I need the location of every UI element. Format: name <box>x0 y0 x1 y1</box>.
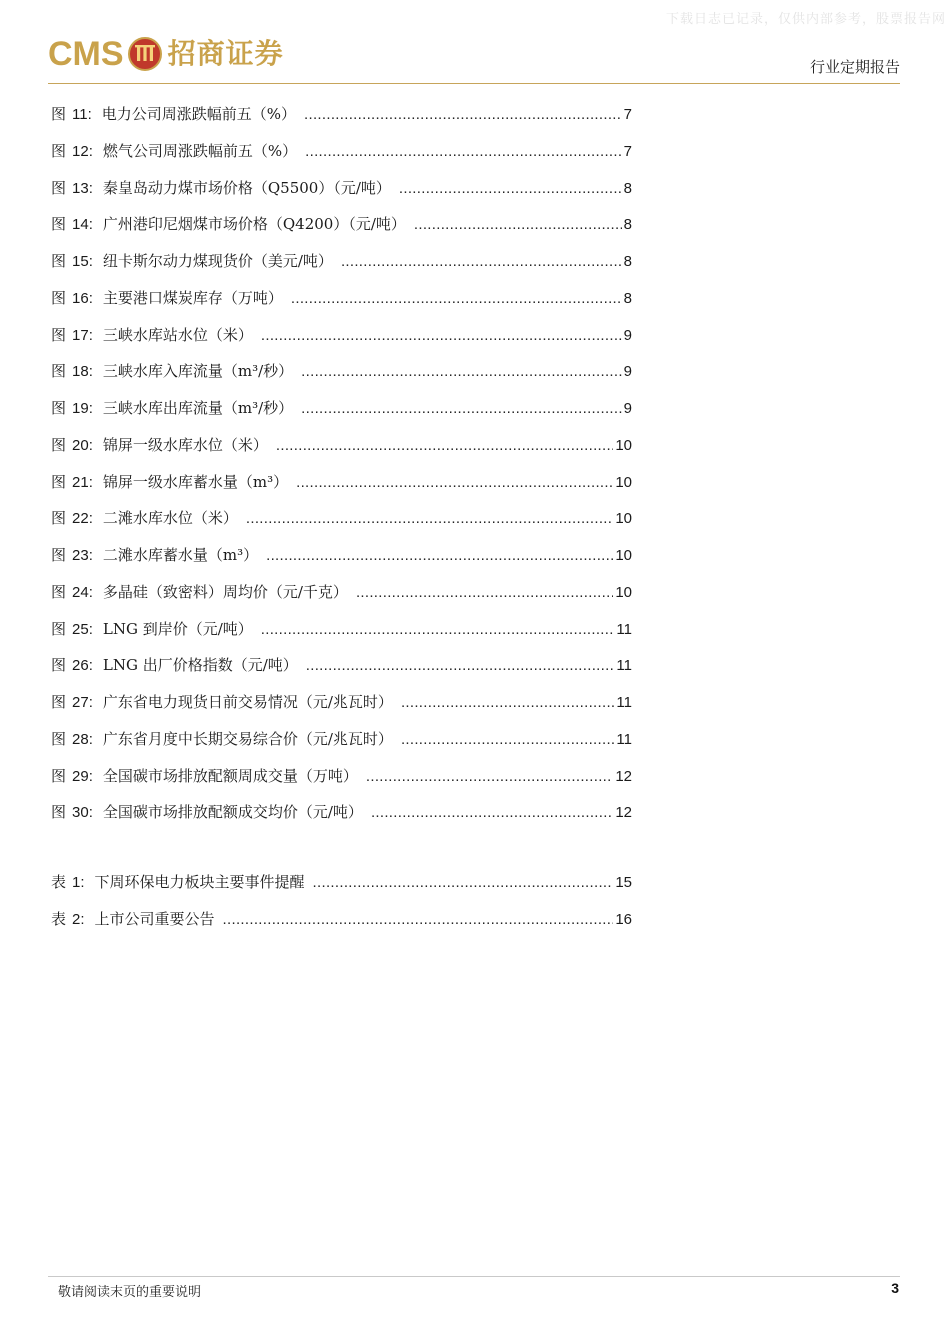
figure-entry-number: 29: <box>72 767 93 785</box>
dot-leader <box>313 874 614 891</box>
figure-entry-label <box>51 177 93 198</box>
figure-entry[interactable] <box>51 581 632 618</box>
dot-leader <box>371 804 613 821</box>
figure-entry[interactable] <box>51 397 632 434</box>
figure-entry[interactable] <box>51 287 632 324</box>
figure-entry-label-word: 图 <box>51 582 67 601</box>
figure-entry-label-word: 图 <box>51 693 67 711</box>
dot-leader <box>401 694 614 711</box>
figure-entry-title[interactable]: 三峡水库站水位（米） <box>102 325 253 344</box>
dot-leader <box>414 216 622 233</box>
figure-entry-label <box>51 434 93 455</box>
table-entry[interactable] <box>51 871 632 908</box>
table-entry-label <box>51 871 85 892</box>
dot-leader <box>305 143 622 160</box>
figure-entry-number: 30: <box>72 804 93 822</box>
figure-entry-title[interactable]: 三峡水库入库流量（m³/秒） <box>102 362 294 381</box>
figure-entry-number: 15: <box>72 253 93 270</box>
figure-entry-page[interactable]: 9 <box>623 363 632 381</box>
figure-entry-label-word: 图 <box>51 546 67 564</box>
figure-entry-title[interactable]: 纽卡斯尔动力煤现货价（美元/吨） <box>102 252 333 270</box>
figure-entry-title[interactable]: LNG 出厂价格指数（元/吨） <box>102 656 298 675</box>
dot-leader <box>276 437 613 454</box>
figure-entry[interactable] <box>51 765 632 802</box>
figure-entry-page[interactable]: 10 <box>615 473 632 491</box>
figure-entry-label <box>51 728 93 749</box>
figure-entry-page[interactable]: 10 <box>615 436 632 454</box>
figure-entry-number: 25: <box>72 620 93 638</box>
figure-entry-label-word: 图 <box>51 766 67 785</box>
figure-entry-page[interactable]: 11 <box>616 694 632 711</box>
table-entry-label-word: 表 <box>51 873 67 891</box>
table-entry-page[interactable]: 16 <box>615 910 632 928</box>
dot-leader <box>306 657 615 674</box>
figure-entry-label-word: 图 <box>51 141 67 160</box>
dot-leader <box>261 327 622 344</box>
report-type: 行业定期报告 <box>809 58 900 76</box>
figure-entry-label <box>51 544 93 565</box>
figure-entry-title[interactable]: 三峡水库出库流量（m³/秒） <box>102 399 294 417</box>
figure-entry[interactable] <box>51 691 632 728</box>
figure-entry[interactable] <box>51 654 632 691</box>
figure-entry-page[interactable]: 11 <box>616 620 632 638</box>
table-entry-title[interactable]: 上市公司重要公告 <box>94 909 215 928</box>
figure-entry-label-word: 图 <box>51 288 67 307</box>
figure-entry[interactable] <box>51 471 632 508</box>
figure-entry-label-word: 图 <box>51 472 67 491</box>
table-entry[interactable] <box>51 908 632 945</box>
figure-entry-number: 24: <box>72 583 93 601</box>
figure-entry-page[interactable]: 10 <box>615 547 632 564</box>
logo-cms-text: CMS <box>48 35 124 73</box>
dot-leader <box>399 180 622 197</box>
table-entry-label <box>51 908 85 929</box>
table-entry-label-word: 表 <box>51 909 67 928</box>
dot-leader <box>401 731 614 748</box>
figure-entry-label <box>51 618 93 639</box>
figure-entry-label-word: 图 <box>51 435 67 454</box>
figure-entry-page[interactable]: 8 <box>623 289 632 307</box>
dot-leader <box>261 621 615 638</box>
figure-entry-number: 22: <box>72 510 93 528</box>
figure-entry-page[interactable]: 11 <box>616 730 632 748</box>
figure-entry-page[interactable]: 12 <box>615 767 632 785</box>
figure-entry-number: 17: <box>72 326 93 344</box>
figure-entry-page[interactable]: 10 <box>615 510 632 528</box>
table-entry-number: 1: <box>72 874 85 891</box>
figure-entry-label <box>51 360 93 381</box>
figure-entry-title[interactable]: 广东省电力现货日前交易情况（元/兆瓦时） <box>102 693 393 711</box>
dot-leader <box>301 363 621 380</box>
figure-entry-number: 23: <box>72 547 93 564</box>
dot-leader <box>304 106 622 123</box>
dot-leader <box>223 911 614 928</box>
table-entry-page[interactable]: 15 <box>615 874 632 891</box>
figure-entry[interactable] <box>51 728 632 765</box>
figure-entry-page[interactable]: 8 <box>623 179 632 197</box>
figure-entry-label <box>51 765 93 786</box>
table-index-list <box>51 871 632 945</box>
dot-leader <box>356 584 613 601</box>
figure-entry-title[interactable]: 秦皇岛动力煤市场价格（Q5500）（元/吨） <box>102 178 391 197</box>
header-divider <box>48 83 900 84</box>
figure-entry-title[interactable]: 全国碳市场排放配额周成交量（万吨） <box>102 766 358 785</box>
figure-entry-title[interactable]: 多晶硅（致密料）周均价（元/千克） <box>102 582 348 601</box>
figure-entry-page[interactable]: 8 <box>623 216 632 234</box>
figure-entry-label-word: 图 <box>51 803 67 822</box>
figure-entry-label <box>51 250 93 271</box>
figure-entry[interactable] <box>51 360 632 397</box>
figure-entry[interactable] <box>51 544 632 581</box>
figure-entry-label-word: 图 <box>51 325 67 344</box>
figure-index-list <box>51 103 632 838</box>
dot-leader <box>341 253 622 270</box>
figure-entry-number: 21: <box>72 473 93 491</box>
figure-entry-page[interactable]: 7 <box>623 142 632 160</box>
figure-entry-label-word: 图 <box>51 105 67 123</box>
figure-entry-title[interactable]: 燃气公司周涨跌幅前五（%） <box>102 141 298 160</box>
figure-entry[interactable] <box>51 507 632 544</box>
figure-entry-label <box>51 287 93 308</box>
footer-divider <box>48 1276 900 1277</box>
table-entry-number: 2: <box>72 910 85 928</box>
figure-entry-title[interactable]: 二滩水库蓄水量（m³） <box>102 546 259 564</box>
figure-entry-number: 26: <box>72 657 93 675</box>
figure-entry-number: 28: <box>72 730 93 748</box>
figure-entry-label <box>51 397 93 418</box>
figure-entry-label <box>51 140 93 161</box>
footer-disclaimer: 敬请阅读末页的重要说明 <box>58 1285 202 1300</box>
figure-entry-number: 14: <box>72 216 93 234</box>
figure-entry-label-word: 图 <box>51 252 67 270</box>
figure-entry-label <box>51 324 93 345</box>
figure-entry[interactable] <box>51 140 632 177</box>
dot-leader <box>296 474 613 491</box>
figure-entry-page[interactable]: 7 <box>623 106 632 123</box>
figure-entry[interactable] <box>51 213 632 250</box>
figure-entry[interactable] <box>51 801 632 838</box>
figure-entry-title[interactable]: 全国碳市场排放配额成交均价（元/吨） <box>102 803 363 822</box>
figure-entry[interactable] <box>51 103 632 140</box>
figure-entry-number: 12: <box>72 142 93 160</box>
figure-entry-number: 19: <box>72 400 93 417</box>
dot-leader <box>266 547 613 564</box>
figure-entry-label <box>51 507 93 528</box>
figure-entry-page[interactable]: 8 <box>623 253 632 270</box>
figure-entry-number: 27: <box>72 694 93 711</box>
figure-entry-title[interactable]: 广东省月度中长期交易综合价（元/兆瓦时） <box>102 729 393 748</box>
figure-entry[interactable] <box>51 618 632 655</box>
figure-entry-page[interactable]: 12 <box>615 804 632 822</box>
figure-entry-label <box>51 471 93 492</box>
figure-entry-label-word: 图 <box>51 399 67 417</box>
figure-entry-page[interactable]: 9 <box>623 326 632 344</box>
figure-entry-page[interactable]: 10 <box>615 583 632 601</box>
figure-entry-label-word: 图 <box>51 509 67 528</box>
figure-entry-label <box>51 213 93 234</box>
dot-leader <box>246 510 613 527</box>
figure-entry-title[interactable]: 锦屏一级水库蓄水量（m³） <box>102 472 289 491</box>
figure-entry-title[interactable]: 广州港印尼烟煤市场价格（Q4200）（元/吨） <box>102 215 406 234</box>
figure-entry-number: 20: <box>72 436 93 454</box>
dot-leader <box>301 400 621 417</box>
page-number: 3 <box>891 1280 899 1296</box>
figure-entry[interactable] <box>51 250 632 287</box>
logo-cn-text: 招商证券 <box>167 37 284 70</box>
figure-entry-label <box>51 691 93 712</box>
figure-entry-number: 16: <box>72 289 93 307</box>
figure-entry-label-word: 图 <box>51 178 67 197</box>
figure-entry-label-word: 图 <box>51 619 67 638</box>
figure-entry-number: 11: <box>72 106 92 123</box>
figure-entry-label-word: 图 <box>51 656 67 675</box>
dot-leader <box>291 290 622 307</box>
figure-entry-number: 13: <box>72 179 93 197</box>
figure-entry-label-word: 图 <box>51 215 67 234</box>
figure-entry-page[interactable]: 9 <box>623 400 632 417</box>
figure-entry-label-word: 图 <box>51 729 67 748</box>
figure-entry-number: 18: <box>72 363 93 381</box>
cms-emblem-icon <box>128 37 162 71</box>
figure-entry-label <box>51 654 93 675</box>
figure-entry-title[interactable]: 电力公司周涨跌幅前五（%） <box>101 105 297 123</box>
figure-entry-label <box>51 103 92 124</box>
figure-entry-title[interactable]: 主要港口煤炭库存（万吨） <box>102 288 283 307</box>
table-entry-title[interactable]: 下周环保电力板块主要事件提醒 <box>94 873 305 891</box>
dot-leader <box>366 768 613 785</box>
figure-entry-title[interactable]: LNG 到岸价（元/吨） <box>102 619 253 638</box>
figure-entry[interactable] <box>51 434 632 471</box>
figure-entry[interactable] <box>51 324 632 361</box>
figure-entry-label <box>51 581 93 602</box>
figure-entry[interactable] <box>51 177 632 214</box>
figure-entry-title[interactable]: 锦屏一级水库水位（米） <box>102 435 268 454</box>
watermark-text: 下载日志已记录，仅供内部参考，股票报告网 <box>665 12 946 27</box>
figure-entry-label <box>51 801 93 822</box>
figure-entry-page[interactable]: 11 <box>616 657 632 675</box>
figure-entry-title[interactable]: 二滩水库水位（米） <box>102 509 238 528</box>
cms-logo <box>48 34 284 74</box>
figure-entry-label-word: 图 <box>51 362 67 381</box>
